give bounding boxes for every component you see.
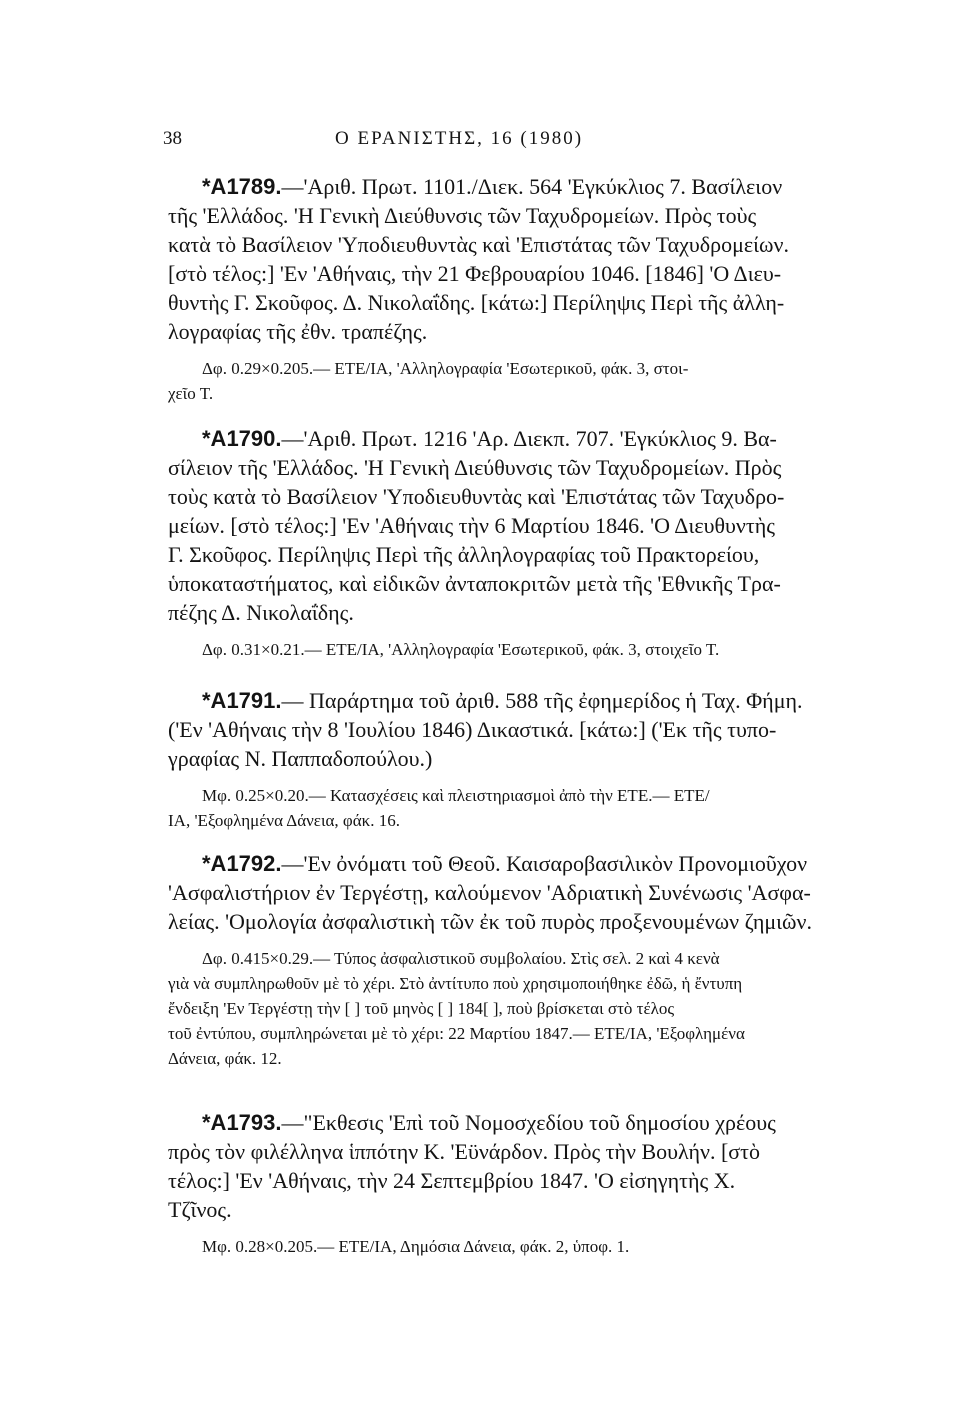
entry-note: Δφ. 0.29×0.205.— ΕΤΕ/ΙΑ, 'Αλληλογραφία 'Εσωτερικοῦ, φάκ. 3, στοι- bbox=[202, 359, 689, 378]
entry-line: 'Ασφαλιστήριον ἐν Τεργέστῃ, καλούμενον 'Αδριατικὴ Συνένωσις 'Ασφα- bbox=[168, 880, 811, 905]
entry-line: τοὺς κατὰ τὸ Βασίλειον 'Υποδιευθυντὰς καὶ 'Επιστάτας τῶν Ταχυδρο- bbox=[168, 484, 785, 509]
entry-note: ΙΑ, 'Εξοφλημένα Δάνεια, φάκ. 16. bbox=[168, 811, 400, 830]
entry-note: ἔνδειξη 'Εν Τεργέστῃ τὴν [ ] τοῦ μηνὸς [ ] 184[ ], ποὺ βρίσκεται στὸ τέλος bbox=[168, 999, 675, 1018]
entry-line: *A1789.—'Αριθ. Πρωτ. 1101./Διεκ. 564 'Εγκύκλιος 7. Βασίλειον bbox=[202, 174, 783, 199]
catalog-entry bbox=[168, 686, 803, 833]
entry-line: μείων. [στὸ τέλος:] 'Εν 'Αθήναις τὴν 6 Μαρτίου 1846. 'Ο Διευθυντὴς bbox=[168, 513, 775, 538]
entry-note: Δάνεια, φάκ. 12. bbox=[168, 1049, 282, 1068]
entry-note: τοῦ ἐντύπου, συμπληρώνεται μὲ τὸ χέρι: 22 Μαρτίου 1847.— ΕΤΕ/ΙΑ, 'Εξοφλημένα bbox=[168, 1024, 745, 1043]
entry-line: κατὰ τὸ Βασίλειον 'Υποδιευθυντὰς καὶ 'Επιστάτας τῶν Ταχυδρομείων. bbox=[168, 232, 789, 257]
entry-line: Τζῖνος. bbox=[168, 1197, 232, 1222]
entry-line: πέζης Δ. Νικολαΐδης. bbox=[168, 600, 354, 625]
entry-note: Μφ. 0.25×0.20.— Κατασχέσεις καὶ πλειστηριασμοὶ ἀπὸ τὴν ΕΤΕ.— ΕΤΕ/ bbox=[202, 786, 710, 805]
page-header bbox=[163, 128, 803, 158]
entry-line: λογραφίας τῆς ἐθν. τραπέζης. bbox=[168, 319, 428, 344]
entry-line: πρὸς τὸν φιλέλληνα ἱππότην Κ. 'Εϋνάρδον. Πρὸς τὴν Βουλήν. [στὸ bbox=[168, 1139, 760, 1164]
entry-line: *A1791.— Παράρτημα τοῦ ἀριθ. 588 τῆς ἐφημερίδος ἡ Ταχ. Φήμη. bbox=[202, 688, 803, 713]
entry-line: ('Εν 'Αθήναις τὴν 8 'Ιουλίου 1846) Δικαστικά. [κάτω:] ('Εκ τῆς τυπο- bbox=[168, 717, 777, 742]
entry-note: γιὰ νὰ συμπληρωθοῦν μὲ τὸ χέρι. Στὸ ἀντίτυπο ποὺ χρησιμοποιήθηκε ἐδῶ, ἡ ἔντυπη bbox=[168, 974, 743, 993]
entry-line: θυντὴς Γ. Σκοῦφος. Δ. Νικολαΐδης. [κάτω:] Περίληψις Περὶ τῆς ἀλλη- bbox=[168, 290, 785, 315]
entry-id: *A1790. bbox=[202, 426, 282, 451]
entry-line: *A1792.—'Εν ὀνόματι τοῦ Θεοῦ. Καισαροβασιλικὸν Προνομιοῦχον bbox=[202, 851, 808, 876]
entry-line: τέλος:] 'Εν 'Αθήναις, τὴν 24 Σεπτεμβρίου 1847. 'Ο εἰσηγητὴς Χ. bbox=[168, 1168, 736, 1193]
entry-id: *A1791. bbox=[202, 688, 282, 713]
entry-line: Γ. Σκοῦφος. Περίληψις Περὶ τῆς ἀλληλογραφίας τοῦ Πρακτορείου, bbox=[168, 542, 760, 567]
entry-line: [στὸ τέλος:] 'Εν 'Αθήναις, τὴν 21 Φεβρουαρίου 1046. [1846] 'Ο Διευ- bbox=[168, 261, 782, 286]
entry-note: Δφ. 0.31×0.21.— ΕΤΕ/ΙΑ, 'Αλληλογραφία 'Εσωτερικοῦ, φάκ. 3, στοιχεῖο Τ. bbox=[202, 640, 720, 659]
page-number: 38 bbox=[163, 128, 182, 149]
entry-line: γραφίας Ν. Παππαδοπούλου.) bbox=[168, 746, 433, 771]
entry-line: τῆς 'Ελλάδος. 'Η Γενικὴ Διεύθυνσις τῶν Ταχυδρομείων. Πρὸς τοὺς bbox=[168, 203, 757, 228]
entry-line: σίλειον τῆς 'Ελλάδος. 'Η Γενικὴ Διεύθυνσις τῶν Ταχυδρομείων. Πρὸς bbox=[168, 455, 782, 480]
catalog-entry bbox=[168, 424, 796, 662]
catalog-entry bbox=[168, 172, 796, 406]
entry-id: *A1793. bbox=[202, 1110, 282, 1135]
catalog-entry bbox=[168, 849, 812, 1071]
running-head: Ο ΕΡΑΝΙΣΤΗΣ, 16 (1980) bbox=[335, 128, 584, 149]
catalog-entry bbox=[168, 1108, 796, 1259]
entry-line: λείας. 'Ομολογία ἀσφαλιστικὴ τῶν ἐκ τοῦ πυρὸς προξενουμένων ζημιῶν. bbox=[168, 909, 812, 934]
entry-id: *A1792. bbox=[202, 851, 282, 876]
entry-line: ὑποκαταστήματος, καὶ εἰδικῶν ἀνταποκριτῶν μετὰ τῆς 'Εθνικῆς Τρα- bbox=[168, 571, 781, 596]
entry-line: *A1790.—'Αριθ. Πρωτ. 1216 'Αρ. Διεκπ. 707. 'Εγκύκλιος 9. Βα- bbox=[202, 426, 777, 451]
entry-note: Μφ. 0.28×0.205.— ΕΤΕ/ΙΑ, Δημόσια Δάνεια, φάκ. 2, ὑποφ. 1. bbox=[202, 1237, 630, 1256]
entry-line: *A1793.—"Εκθεσις 'Επὶ τοῦ Νομοσχεδίου τοῦ δημοσίου χρέους bbox=[202, 1110, 776, 1135]
entry-note: Δφ. 0.415×0.29.— Τύπος ἀσφαλιστικοῦ συμβολαίου. Στὶς σελ. 2 καὶ 4 κενὰ bbox=[202, 949, 720, 968]
entry-note: χεῖο Τ. bbox=[168, 384, 214, 403]
entry-id: *A1789. bbox=[202, 174, 282, 199]
